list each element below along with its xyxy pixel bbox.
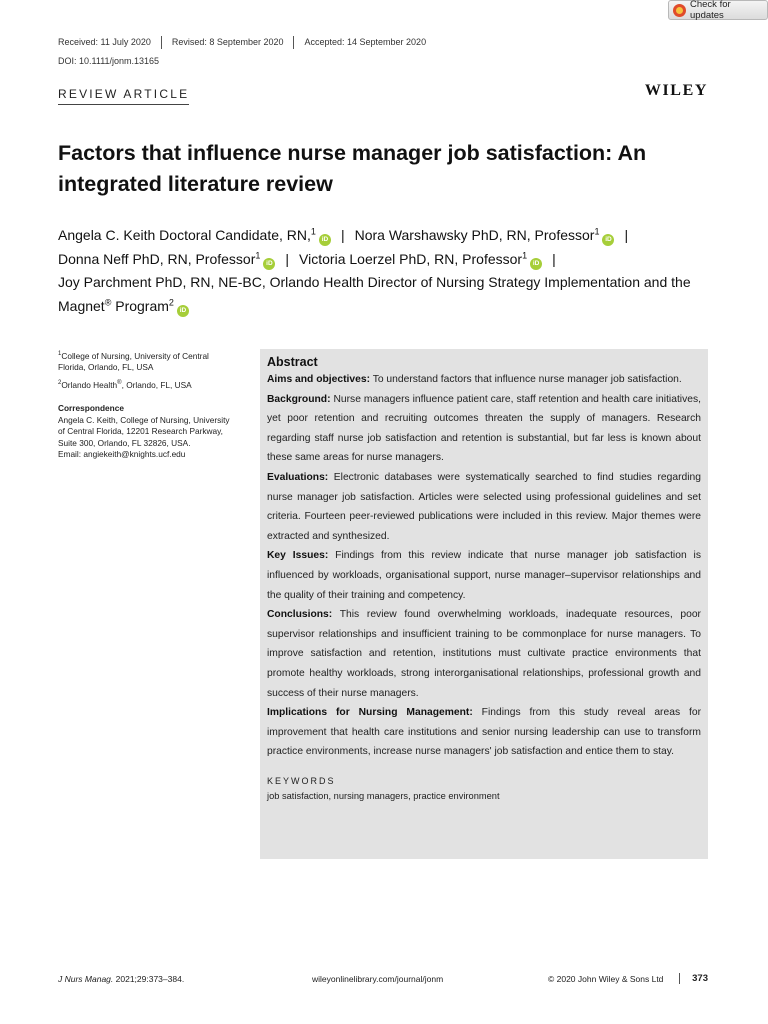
revised-date: Revised: 8 September 2020 <box>161 36 294 49</box>
journal-url-link[interactable]: wileyonlinelibrary.com/journal/jonm <box>312 974 444 984</box>
copyright-notice: © 2020 John Wiley & Sons Ltd <box>548 974 664 984</box>
orcid-icon[interactable]: iD <box>177 305 189 317</box>
section-text: Nurse managers influence patient care, staff retention and health care initiatives, yet poor retention and recruiting outcomes threaten the supply of managers. Research regarding staff nurse job satisfaction and retention is substantial, but far less is known about these same areas for nurse managers. <box>267 393 701 464</box>
accepted-date: Accepted: 14 September 2020 <box>293 36 436 49</box>
author-list <box>58 224 718 318</box>
author-name-tail: Program <box>111 297 169 314</box>
section-text: Findings from this study reveal areas for improvement that health care institutions and senior nursing leadership can use to transform practice environments, increase nurse managers' job satisfaction and entice them to stay. <box>267 707 702 758</box>
affiliation-number: 2 <box>58 379 62 386</box>
section-label: Aims and objectives: <box>267 374 370 385</box>
affiliations-column <box>58 349 238 461</box>
page-footer <box>58 974 708 987</box>
author-separator: | <box>552 250 556 267</box>
author-separator: | <box>340 227 345 243</box>
author-affiliation-mark: 2 <box>168 296 174 307</box>
article-type: REVIEW ARTICLE <box>58 87 189 105</box>
orcid-icon[interactable]: iD <box>602 234 614 246</box>
author-affiliation-mark: 1 <box>594 226 600 237</box>
abstract-implications <box>267 703 701 762</box>
abstract-conclusions <box>267 605 701 703</box>
check-for-updates-button[interactable] <box>668 0 768 20</box>
section-text: Electronic databases were systematically searched to find studies regarding nurse manager job satisfaction. Articles were selected using professional guidelines and set criteria. Fourteen peer-reviewed publications were included in this review. Major themes were extracted and synthesized. <box>267 471 701 542</box>
correspondence-address: Angela C. Keith, College of Nursing, University of Central Florida, 12201 Research Parkway, Suite 300, Orlando, FL 32826, USA. <box>58 414 230 448</box>
journal-abbrev: J Nurs Manag. <box>58 974 114 984</box>
author-name: Nora Warshawsky PhD, RN, Professor <box>354 227 595 243</box>
affiliation-1 <box>58 349 238 374</box>
article-title: Factors that influence nurse manager job satisfaction: An integrated literature review <box>58 141 647 196</box>
publication-dates <box>58 36 436 49</box>
abstract-heading: Abstract <box>267 355 318 369</box>
volume-pages: 2021;29:373–384. <box>113 974 185 984</box>
page-number: 373 <box>679 973 708 984</box>
author-name: Angela C. Keith Doctoral Candidate, RN, <box>58 227 311 243</box>
abstract-aims <box>267 370 701 390</box>
author-name: Joy Parchment PhD, RN, NE-BC, Orlando Health Director of Nursing Strategy Implementation and the Magnet <box>58 274 691 314</box>
keywords-list: job satisfaction, nursing managers, practice environment <box>267 790 500 801</box>
affiliation-number: 1 <box>58 351 62 357</box>
abstract-background <box>267 390 701 468</box>
section-text: This review found overwhelming workloads, inadequate resources, poor supervisor relationships and insufficient training to be commonplace for nurse managers. To improve satisfaction and retention, institutions must cultivate practice environments that promote healthy workloads, strong interorganisational relationships, professional growth and success of their nurse managers. <box>267 609 701 699</box>
affiliation-text-tail: , Orlando, FL, USA <box>121 379 192 390</box>
author-separator: | <box>624 227 629 243</box>
check-for-updates-label: Check for updates <box>690 0 731 21</box>
abstract-evaluations <box>267 468 701 546</box>
orcid-icon[interactable]: iD <box>530 258 542 270</box>
publisher-logo: WILEY <box>644 82 708 99</box>
section-label: Conclusions: <box>267 609 333 621</box>
received-date: Received: 11 July 2020 <box>58 37 151 47</box>
author-name: Donna Neff PhD, RN, Professor <box>58 250 256 267</box>
author-affiliation-mark: 1 <box>255 249 261 260</box>
affiliation-text: College of Nursing, University of Central Florida, Orlando, FL, USA <box>58 350 209 373</box>
section-text: Findings from this review indicate that nurse manager job satisfaction is influenced by workloads, organisational support, nurse manager–supervisor relationships and the quality of their training and competency. <box>267 550 701 601</box>
section-label: Implications for Nursing Management: <box>267 707 473 719</box>
registered-mark: ® <box>117 379 122 386</box>
footer-citation <box>58 974 184 984</box>
correspondence-heading: Correspondence <box>58 403 124 414</box>
section-text: To understand factors that influence nurse manager job satisfaction. <box>372 374 682 385</box>
section-label: Key Issues: <box>267 550 329 562</box>
affiliation-text: Orlando Health <box>61 379 118 390</box>
author-separator: | <box>285 250 290 267</box>
orcid-icon[interactable]: iD <box>263 258 275 270</box>
doi: DOI: 10.1111/jonm.13165 <box>58 56 160 66</box>
abstract-box <box>260 349 708 859</box>
author-affiliation-mark: 1 <box>522 249 528 260</box>
keywords-heading: KEYWORDS <box>267 775 336 786</box>
registered-mark: ® <box>104 296 112 307</box>
abstract-key-issues <box>267 546 701 605</box>
author-affiliation-mark: 1 <box>310 226 316 237</box>
correspondence-email[interactable]: Email: angiekeith@knights.ucf.edu <box>58 449 186 460</box>
section-label: Evaluations: <box>267 471 329 483</box>
affiliation-2 <box>58 378 238 391</box>
orcid-icon[interactable]: iD <box>319 234 331 246</box>
author-name: Victoria Loerzel PhD, RN, Professor <box>299 250 523 267</box>
crossmark-icon <box>673 4 686 17</box>
section-label: Background: <box>267 393 331 405</box>
